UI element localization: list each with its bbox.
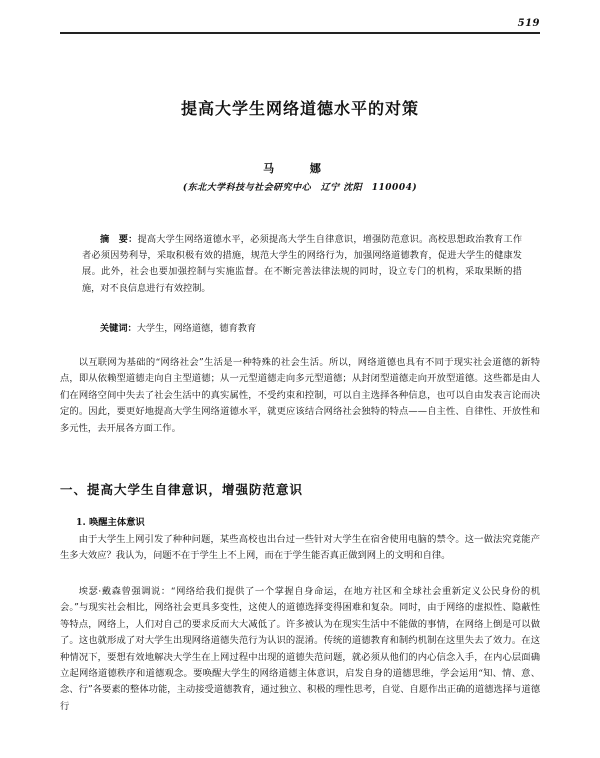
abstract-label: 摘 要： [100,234,138,245]
intro-paragraph: 以互联网为基础的“网络社会”生活是一种特殊的社会生活。所以，网络道德也具有不同于现实社会道德的新特点，即从依赖型道德走向自主型道德；从一元型道德走向多元型道德；从封闭型道德走向开放型道德。这些都是由人们在网络空间中失去了社会生活中的真实属性，不受约束和控制，可以自主选择各种信息，也可以自由发表言论而决定的。因此，要更好地提高大学生网络道德水平，就更应该结合网络社会独特的特点——自主性、自律性、开放性和多元性，去开展各方面工作。 [60,357,540,434]
body-paragraph: 由于大学生上网引发了种种问题，某些高校也出台过一些针对大学生在宿舍使用电脑的禁令。这一做法究竟能产生多大效应？我认为，问题不在于学生上不上网，而在于学生能否真正做到网上的文明和自律。 [60,534,540,562]
page-number: 519 [517,18,540,29]
subsection-heading: 1. 唤醒主体意识 [76,517,145,528]
abstract [82,232,522,297]
section-heading: 一、提高大学生自律意识，增强防范意识 [60,482,304,497]
body-paragraph: 埃瑟·戴森曾强调说：“网络给我们提供了一个掌握自身命运，在地方社区和全球社会重新定义公民身份的机会。”与现实社会相比，网络社会更具多变性，这使人的道德选择变得困难和复杂。同时，由于网络的虚拟性、隐蔽性等特点，网络上，人们对自己的要求反而大大减低了。许多被认为在现实生活中不能做的事情，在网络上倒是可以做了。这也就形成了对大学生出现网络道德失范行为认识的混淆。传统的道德教育和制约机制在这里失去了效力。在这种情况下，要想有效地解决大学生在上网过程中出现的道德失范问题，就必须从他们的内心信念入手，在内心层面确立起网络道德秩序和道德观念。要唤醒大学生的网络道德主体意识，启发自身的道德思维，学会运用“知、情、意、念、行”各要素的整体功能，主动接受道德教育，通过独立、积极的理性思考，自觉、自愿作出正确的道德选择与道德行 [60,586,540,712]
paper-title: 提高大学生网络道德水平的对策 [180,99,419,118]
author-name: 马 娜 [263,162,337,175]
keywords-label: 关键词： [100,323,137,334]
author-affiliation: (东北大学科技与社会研究中心 辽宁 沈阳 110004) [182,183,418,193]
abstract-text: 提高大学生网络道德水平，必须提高大学生自律意识，增强防范意识。高校思想政治教育工作者必须因势利导，采取积极有效的措施，规范大学生的网络行为，加强网络道德教育，促进大学生的健康发展。此外，社会也要加强控制与实施监督。在不断完善法律法规的同时，设立专门的机构，采取果断的措施，对不良信息进行有效控制。 [82,234,523,294]
header-rule [60,32,540,34]
keywords [100,320,520,334]
keywords-text: 大学生，网络道德，德育教育 [136,323,257,334]
